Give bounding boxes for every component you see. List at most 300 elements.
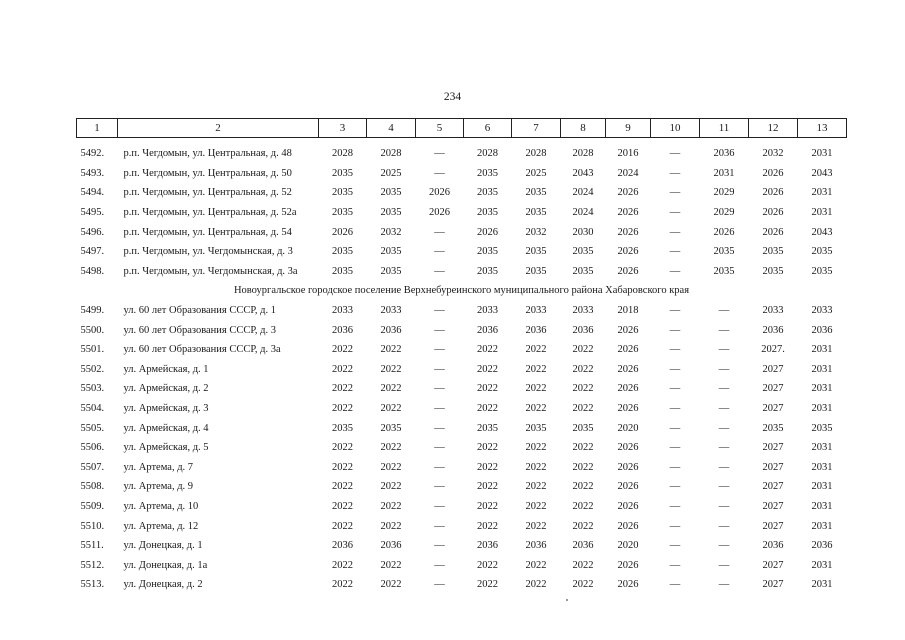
- row-number-cell: 5493.: [80, 167, 105, 179]
- column-header: 13: [798, 119, 847, 138]
- year-cell: —: [434, 148, 445, 160]
- column-header: 3: [319, 119, 367, 138]
- year-cell: 2026: [762, 226, 784, 238]
- year-cell: 2035: [477, 187, 498, 199]
- year-cell: —: [669, 481, 681, 493]
- year-cell: 2022: [332, 403, 353, 415]
- year-cell: 2028: [572, 148, 594, 160]
- year-cell: 2022: [380, 520, 402, 532]
- year-cell: 2027: [762, 481, 784, 493]
- year-cell: 2036: [477, 324, 498, 336]
- row-number-cell: 5499.: [80, 305, 105, 317]
- year-cell: 2043: [572, 167, 594, 179]
- year-cell: 2022: [332, 500, 353, 512]
- year-cell: —: [718, 305, 730, 317]
- row-number-cell: 5504.: [80, 403, 105, 415]
- year-cell: 2022: [477, 344, 498, 356]
- year-cell: —: [718, 461, 730, 473]
- row-number-cell: 5495.: [80, 207, 105, 219]
- year-cell: —: [669, 344, 681, 356]
- year-cell: 2035: [332, 265, 353, 277]
- year-cell: 2035: [380, 187, 402, 199]
- table-row: [77, 320, 847, 340]
- address-cell: р.п. Чегдомын, ул. Центральная, д. 52а: [123, 207, 297, 219]
- year-cell: 2022: [332, 442, 353, 454]
- year-cell: 2026: [617, 265, 639, 277]
- year-cell: 2036: [332, 324, 353, 336]
- year-cell: 2022: [380, 383, 402, 395]
- table-row: [77, 222, 847, 242]
- year-cell: 2026: [617, 461, 639, 473]
- year-cell: 2035: [477, 422, 498, 434]
- year-cell: 2033: [762, 305, 784, 317]
- address-cell: ул. 60 лет Образования СССР, д. 1: [123, 305, 276, 317]
- year-cell: 2029: [713, 187, 735, 199]
- year-cell: 2027: [762, 363, 784, 375]
- year-cell: —: [669, 246, 681, 258]
- year-cell: —: [434, 167, 445, 179]
- year-cell: 2022: [525, 500, 547, 512]
- address-cell: р.п. Чегдомын, ул. Чегдомынская, д. 3а: [123, 265, 298, 277]
- year-cell: —: [718, 344, 730, 356]
- year-cell: —: [718, 579, 730, 591]
- year-cell: —: [434, 363, 445, 375]
- year-cell: 2036: [332, 540, 353, 552]
- year-cell: —: [669, 559, 681, 571]
- year-cell: 2022: [477, 520, 498, 532]
- row-number-cell: 5505.: [80, 422, 105, 434]
- year-cell: 2022: [380, 579, 402, 591]
- year-cell: 2022: [380, 344, 402, 356]
- table-row: [77, 516, 847, 536]
- year-cell: 2036: [525, 540, 547, 552]
- year-cell: 2029: [713, 207, 735, 219]
- year-cell: 2032: [762, 148, 784, 160]
- year-cell: 2020: [617, 540, 639, 552]
- column-header: 8: [561, 119, 606, 138]
- row-number-cell: 5503.: [80, 383, 105, 395]
- year-cell: —: [434, 265, 445, 277]
- table-row: [77, 203, 847, 223]
- year-cell: 2022: [525, 559, 547, 571]
- year-cell: 2035: [477, 167, 498, 179]
- year-cell: 2027: [762, 579, 784, 591]
- address-cell: р.п. Чегдомын, ул. Центральная, д. 50: [123, 167, 292, 179]
- year-cell: 2026: [429, 207, 450, 219]
- table-row: [77, 575, 847, 595]
- year-cell: 2036: [572, 324, 594, 336]
- year-cell: 2022: [525, 461, 547, 473]
- year-cell: 2022: [380, 500, 402, 512]
- year-cell: —: [718, 324, 730, 336]
- table-row: [77, 399, 847, 419]
- table-row: [77, 360, 847, 380]
- year-cell: 2022: [525, 579, 547, 591]
- year-cell: 2026: [617, 442, 639, 454]
- year-cell: 2024: [617, 167, 639, 179]
- year-cell: —: [434, 305, 445, 317]
- year-cell: 2026: [617, 226, 639, 238]
- address-cell: ул. Армейская, д. 3: [123, 403, 209, 415]
- year-cell: 2036: [713, 148, 735, 160]
- address-cell: ул. 60 лет Образования СССР, д. 3: [123, 324, 276, 336]
- year-cell: 2033: [525, 305, 547, 317]
- year-cell: 2022: [572, 481, 594, 493]
- year-cell: 2022: [380, 461, 402, 473]
- address-cell: ул. Артема, д. 12: [123, 520, 199, 532]
- year-cell: —: [434, 403, 445, 415]
- year-cell: —: [718, 520, 730, 532]
- year-cell: 2022: [477, 559, 498, 571]
- year-cell: 2026: [762, 187, 784, 199]
- year-cell: 2022: [332, 481, 353, 493]
- row-number-cell: 5498.: [80, 265, 105, 277]
- year-cell: —: [718, 422, 730, 434]
- table-row: [77, 418, 847, 438]
- row-number-cell: 5500.: [80, 324, 105, 336]
- table-row: [77, 497, 847, 517]
- column-header: 7: [512, 119, 561, 138]
- column-header: 6: [464, 119, 512, 138]
- year-cell: —: [669, 363, 681, 375]
- year-cell: —: [669, 383, 681, 395]
- year-cell: —: [434, 559, 445, 571]
- year-cell: 2022: [572, 344, 594, 356]
- year-cell: 2022: [477, 442, 498, 454]
- year-cell: 2022: [525, 344, 547, 356]
- year-cell: 2026: [429, 187, 450, 199]
- year-cell: 2025: [525, 167, 547, 179]
- table-row: [77, 438, 847, 458]
- year-cell: 2036: [762, 540, 784, 552]
- address-cell: ул. Артема, д. 9: [123, 481, 194, 493]
- year-cell: 2030: [572, 226, 594, 238]
- repair-schedule-table: [76, 118, 847, 595]
- table-row: [77, 458, 847, 478]
- year-cell: —: [434, 383, 445, 395]
- year-cell: 2026: [617, 481, 639, 493]
- year-cell: 2026: [617, 520, 639, 532]
- year-cell: 2031: [811, 500, 833, 512]
- year-cell: 2022: [332, 383, 353, 395]
- year-cell: 2027.: [761, 344, 785, 356]
- table-row: [77, 183, 847, 203]
- year-cell: 2035: [811, 246, 833, 258]
- year-cell: 2022: [572, 579, 594, 591]
- year-cell: 2022: [477, 579, 498, 591]
- year-cell: —: [669, 207, 681, 219]
- year-cell: 2033: [572, 305, 594, 317]
- year-cell: 2022: [572, 520, 594, 532]
- year-cell: 2026: [477, 226, 498, 238]
- year-cell: 2035: [525, 265, 547, 277]
- year-cell: 2026: [617, 559, 639, 571]
- year-cell: 2022: [332, 559, 353, 571]
- year-cell: 2031: [811, 520, 833, 532]
- section-heading-row: [77, 281, 847, 301]
- year-cell: 2026: [617, 383, 639, 395]
- row-number-cell: 5511.: [80, 540, 104, 552]
- year-cell: 2026: [617, 207, 639, 219]
- year-cell: 2026: [762, 167, 784, 179]
- year-cell: 2028: [380, 148, 402, 160]
- year-cell: 2022: [572, 442, 594, 454]
- year-cell: 2033: [380, 305, 402, 317]
- year-cell: 2031: [811, 481, 833, 493]
- year-cell: 2033: [477, 305, 498, 317]
- year-cell: 2027: [762, 403, 784, 415]
- address-cell: р.п. Чегдомын, ул. Центральная, д. 48: [123, 148, 292, 160]
- year-cell: —: [718, 383, 730, 395]
- year-cell: 2022: [525, 403, 547, 415]
- year-cell: 2020: [617, 422, 639, 434]
- year-cell: —: [434, 246, 445, 258]
- year-cell: 2031: [811, 187, 833, 199]
- table-row: [77, 242, 847, 262]
- row-number-cell: 5508.: [80, 481, 105, 493]
- year-cell: —: [669, 305, 681, 317]
- year-cell: —: [669, 324, 681, 336]
- year-cell: 2031: [811, 442, 833, 454]
- scan-speck: [566, 599, 568, 601]
- address-cell: р.п. Чегдомын, ул. Центральная, д. 54: [123, 226, 292, 238]
- year-cell: 2036: [811, 540, 833, 552]
- year-cell: 2022: [477, 383, 498, 395]
- year-cell: 2022: [572, 363, 594, 375]
- year-cell: 2027: [762, 500, 784, 512]
- year-cell: 2027: [762, 442, 784, 454]
- year-cell: 2028: [332, 148, 353, 160]
- year-cell: 2031: [811, 148, 833, 160]
- year-cell: —: [434, 344, 445, 356]
- address-cell: ул. Донецкая, д. 1: [123, 540, 203, 552]
- year-cell: —: [718, 403, 730, 415]
- year-cell: 2035: [332, 207, 353, 219]
- year-cell: 2027: [762, 520, 784, 532]
- year-cell: 2026: [617, 324, 639, 336]
- year-cell: 2031: [811, 207, 833, 219]
- address-cell: ул. Армейская, д. 5: [123, 442, 209, 454]
- column-header: 1: [77, 119, 118, 138]
- year-cell: 2026: [762, 207, 784, 219]
- year-cell: 2022: [572, 461, 594, 473]
- year-cell: 2026: [617, 246, 639, 258]
- year-cell: 2026: [617, 344, 639, 356]
- year-cell: —: [434, 520, 445, 532]
- year-cell: 2035: [525, 207, 547, 219]
- year-cell: 2028: [525, 148, 547, 160]
- address-cell: ул. Донецкая, д. 2: [123, 579, 203, 591]
- year-cell: —: [434, 579, 445, 591]
- year-cell: 2024: [572, 207, 594, 219]
- year-cell: —: [669, 403, 681, 415]
- row-number-cell: 5496.: [80, 226, 105, 238]
- year-cell: —: [669, 540, 681, 552]
- year-cell: 2022: [477, 500, 498, 512]
- year-cell: 2036: [477, 540, 498, 552]
- year-cell: 2031: [713, 167, 735, 179]
- table-row: [77, 379, 847, 399]
- row-number-cell: 5494.: [80, 187, 105, 199]
- year-cell: 2026: [332, 226, 353, 238]
- year-cell: 2035: [572, 246, 594, 258]
- year-cell: 2018: [617, 305, 639, 317]
- year-cell: 2022: [525, 481, 547, 493]
- year-cell: 2035: [477, 265, 498, 277]
- year-cell: 2031: [811, 559, 833, 571]
- year-cell: 2035: [713, 265, 735, 277]
- year-cell: 2035: [332, 422, 353, 434]
- year-cell: 2031: [811, 344, 833, 356]
- year-cell: —: [718, 442, 730, 454]
- year-cell: —: [434, 422, 445, 434]
- year-cell: —: [669, 422, 681, 434]
- year-cell: 2032: [525, 226, 547, 238]
- year-cell: —: [718, 559, 730, 571]
- year-cell: 2022: [477, 403, 498, 415]
- year-cell: 2022: [477, 461, 498, 473]
- year-cell: —: [669, 167, 681, 179]
- year-cell: 2032: [380, 226, 402, 238]
- row-number-cell: 5512.: [80, 559, 105, 571]
- year-cell: 2028: [477, 148, 498, 160]
- year-cell: 2035: [477, 246, 498, 258]
- row-number-cell: 5513.: [80, 579, 105, 591]
- row-number-cell: 5497.: [80, 246, 105, 258]
- year-cell: —: [434, 500, 445, 512]
- year-cell: —: [434, 324, 445, 336]
- table-row: [77, 138, 847, 164]
- table-row: [77, 340, 847, 360]
- year-cell: 2031: [811, 403, 833, 415]
- year-cell: —: [718, 481, 730, 493]
- row-number-cell: 5507.: [80, 461, 105, 473]
- page-number: 234: [443, 91, 462, 103]
- year-cell: —: [434, 461, 445, 473]
- year-cell: 2026: [617, 579, 639, 591]
- year-cell: —: [434, 481, 445, 493]
- year-cell: 2022: [380, 442, 402, 454]
- year-cell: 2022: [572, 403, 594, 415]
- year-cell: —: [718, 540, 730, 552]
- year-cell: 2022: [332, 520, 353, 532]
- row-number-cell: 5509.: [80, 500, 105, 512]
- year-cell: 2016: [617, 148, 639, 160]
- year-cell: 2036: [380, 324, 402, 336]
- year-cell: 2035: [525, 422, 547, 434]
- address-cell: ул. Артема, д. 10: [123, 500, 199, 512]
- address-cell: ул. Армейская, д. 2: [123, 383, 209, 395]
- year-cell: —: [669, 265, 681, 277]
- address-cell: ул. Донецкая, д. 1а: [123, 559, 208, 571]
- year-cell: 2035: [572, 265, 594, 277]
- year-cell: 2026: [713, 226, 735, 238]
- column-number-header-row: [77, 119, 847, 138]
- year-cell: —: [718, 500, 730, 512]
- year-cell: 2022: [332, 461, 353, 473]
- table-row: [77, 262, 847, 282]
- year-cell: 2022: [380, 363, 402, 375]
- year-cell: 2035: [380, 422, 402, 434]
- column-header: 10: [651, 119, 700, 138]
- year-cell: 2022: [525, 363, 547, 375]
- year-cell: 2031: [811, 579, 833, 591]
- table-row: [77, 164, 847, 184]
- column-header: 2: [118, 119, 319, 138]
- year-cell: 2022: [572, 383, 594, 395]
- year-cell: 2022: [525, 442, 547, 454]
- year-cell: 2036: [762, 324, 784, 336]
- address-cell: р.п. Чегдомын, ул. Центральная, д. 52: [123, 187, 292, 199]
- table-row: [77, 301, 847, 321]
- column-header: 5: [416, 119, 464, 138]
- column-header: 9: [606, 119, 651, 138]
- year-cell: —: [669, 500, 681, 512]
- year-cell: 2035: [811, 422, 833, 434]
- address-cell: ул. Армейская, д. 1: [123, 363, 209, 375]
- year-cell: 2035: [525, 246, 547, 258]
- year-cell: 2035: [332, 246, 353, 258]
- year-cell: 2036: [380, 540, 402, 552]
- year-cell: 2035: [477, 207, 498, 219]
- year-cell: 2036: [525, 324, 547, 336]
- row-number-cell: 5501.: [80, 344, 105, 356]
- year-cell: —: [669, 461, 681, 473]
- column-header: 11: [700, 119, 749, 138]
- year-cell: 2027: [762, 559, 784, 571]
- year-cell: —: [718, 363, 730, 375]
- address-cell: ул. 60 лет Образования СССР, д. 3а: [123, 344, 281, 356]
- year-cell: —: [669, 187, 681, 199]
- address-cell: р.п. Чегдомын, ул. Чегдомынская, д. 3: [123, 246, 293, 258]
- year-cell: 2027: [762, 383, 784, 395]
- year-cell: 2031: [811, 461, 833, 473]
- year-cell: 2022: [380, 559, 402, 571]
- year-cell: 2024: [572, 187, 594, 199]
- year-cell: 2022: [572, 559, 594, 571]
- year-cell: —: [669, 520, 681, 532]
- year-cell: —: [669, 442, 681, 454]
- year-cell: —: [669, 148, 681, 160]
- year-cell: 2022: [477, 363, 498, 375]
- section-title: Новоургальское городское поселение Верхнебуреинского муниципального района Хабаровского края: [233, 285, 690, 297]
- year-cell: 2035: [332, 167, 353, 179]
- year-cell: 2027: [762, 461, 784, 473]
- address-cell: ул. Армейская, д. 4: [123, 422, 209, 434]
- year-cell: —: [434, 540, 445, 552]
- year-cell: 2035: [811, 265, 833, 277]
- column-header: 12: [749, 119, 798, 138]
- year-cell: 2033: [811, 305, 833, 317]
- year-cell: 2035: [762, 422, 784, 434]
- year-cell: —: [434, 442, 445, 454]
- year-cell: 2025: [380, 167, 402, 179]
- year-cell: 2026: [617, 403, 639, 415]
- year-cell: 2022: [332, 363, 353, 375]
- year-cell: 2026: [617, 500, 639, 512]
- table-row: [77, 477, 847, 497]
- year-cell: 2043: [811, 167, 833, 179]
- year-cell: 2035: [713, 246, 735, 258]
- column-header: 4: [367, 119, 416, 138]
- year-cell: 2022: [380, 403, 402, 415]
- year-cell: 2026: [617, 363, 639, 375]
- year-cell: 2043: [811, 226, 833, 238]
- year-cell: 2022: [380, 481, 402, 493]
- year-cell: 2033: [332, 305, 353, 317]
- year-cell: 2035: [525, 187, 547, 199]
- table-row: [77, 536, 847, 556]
